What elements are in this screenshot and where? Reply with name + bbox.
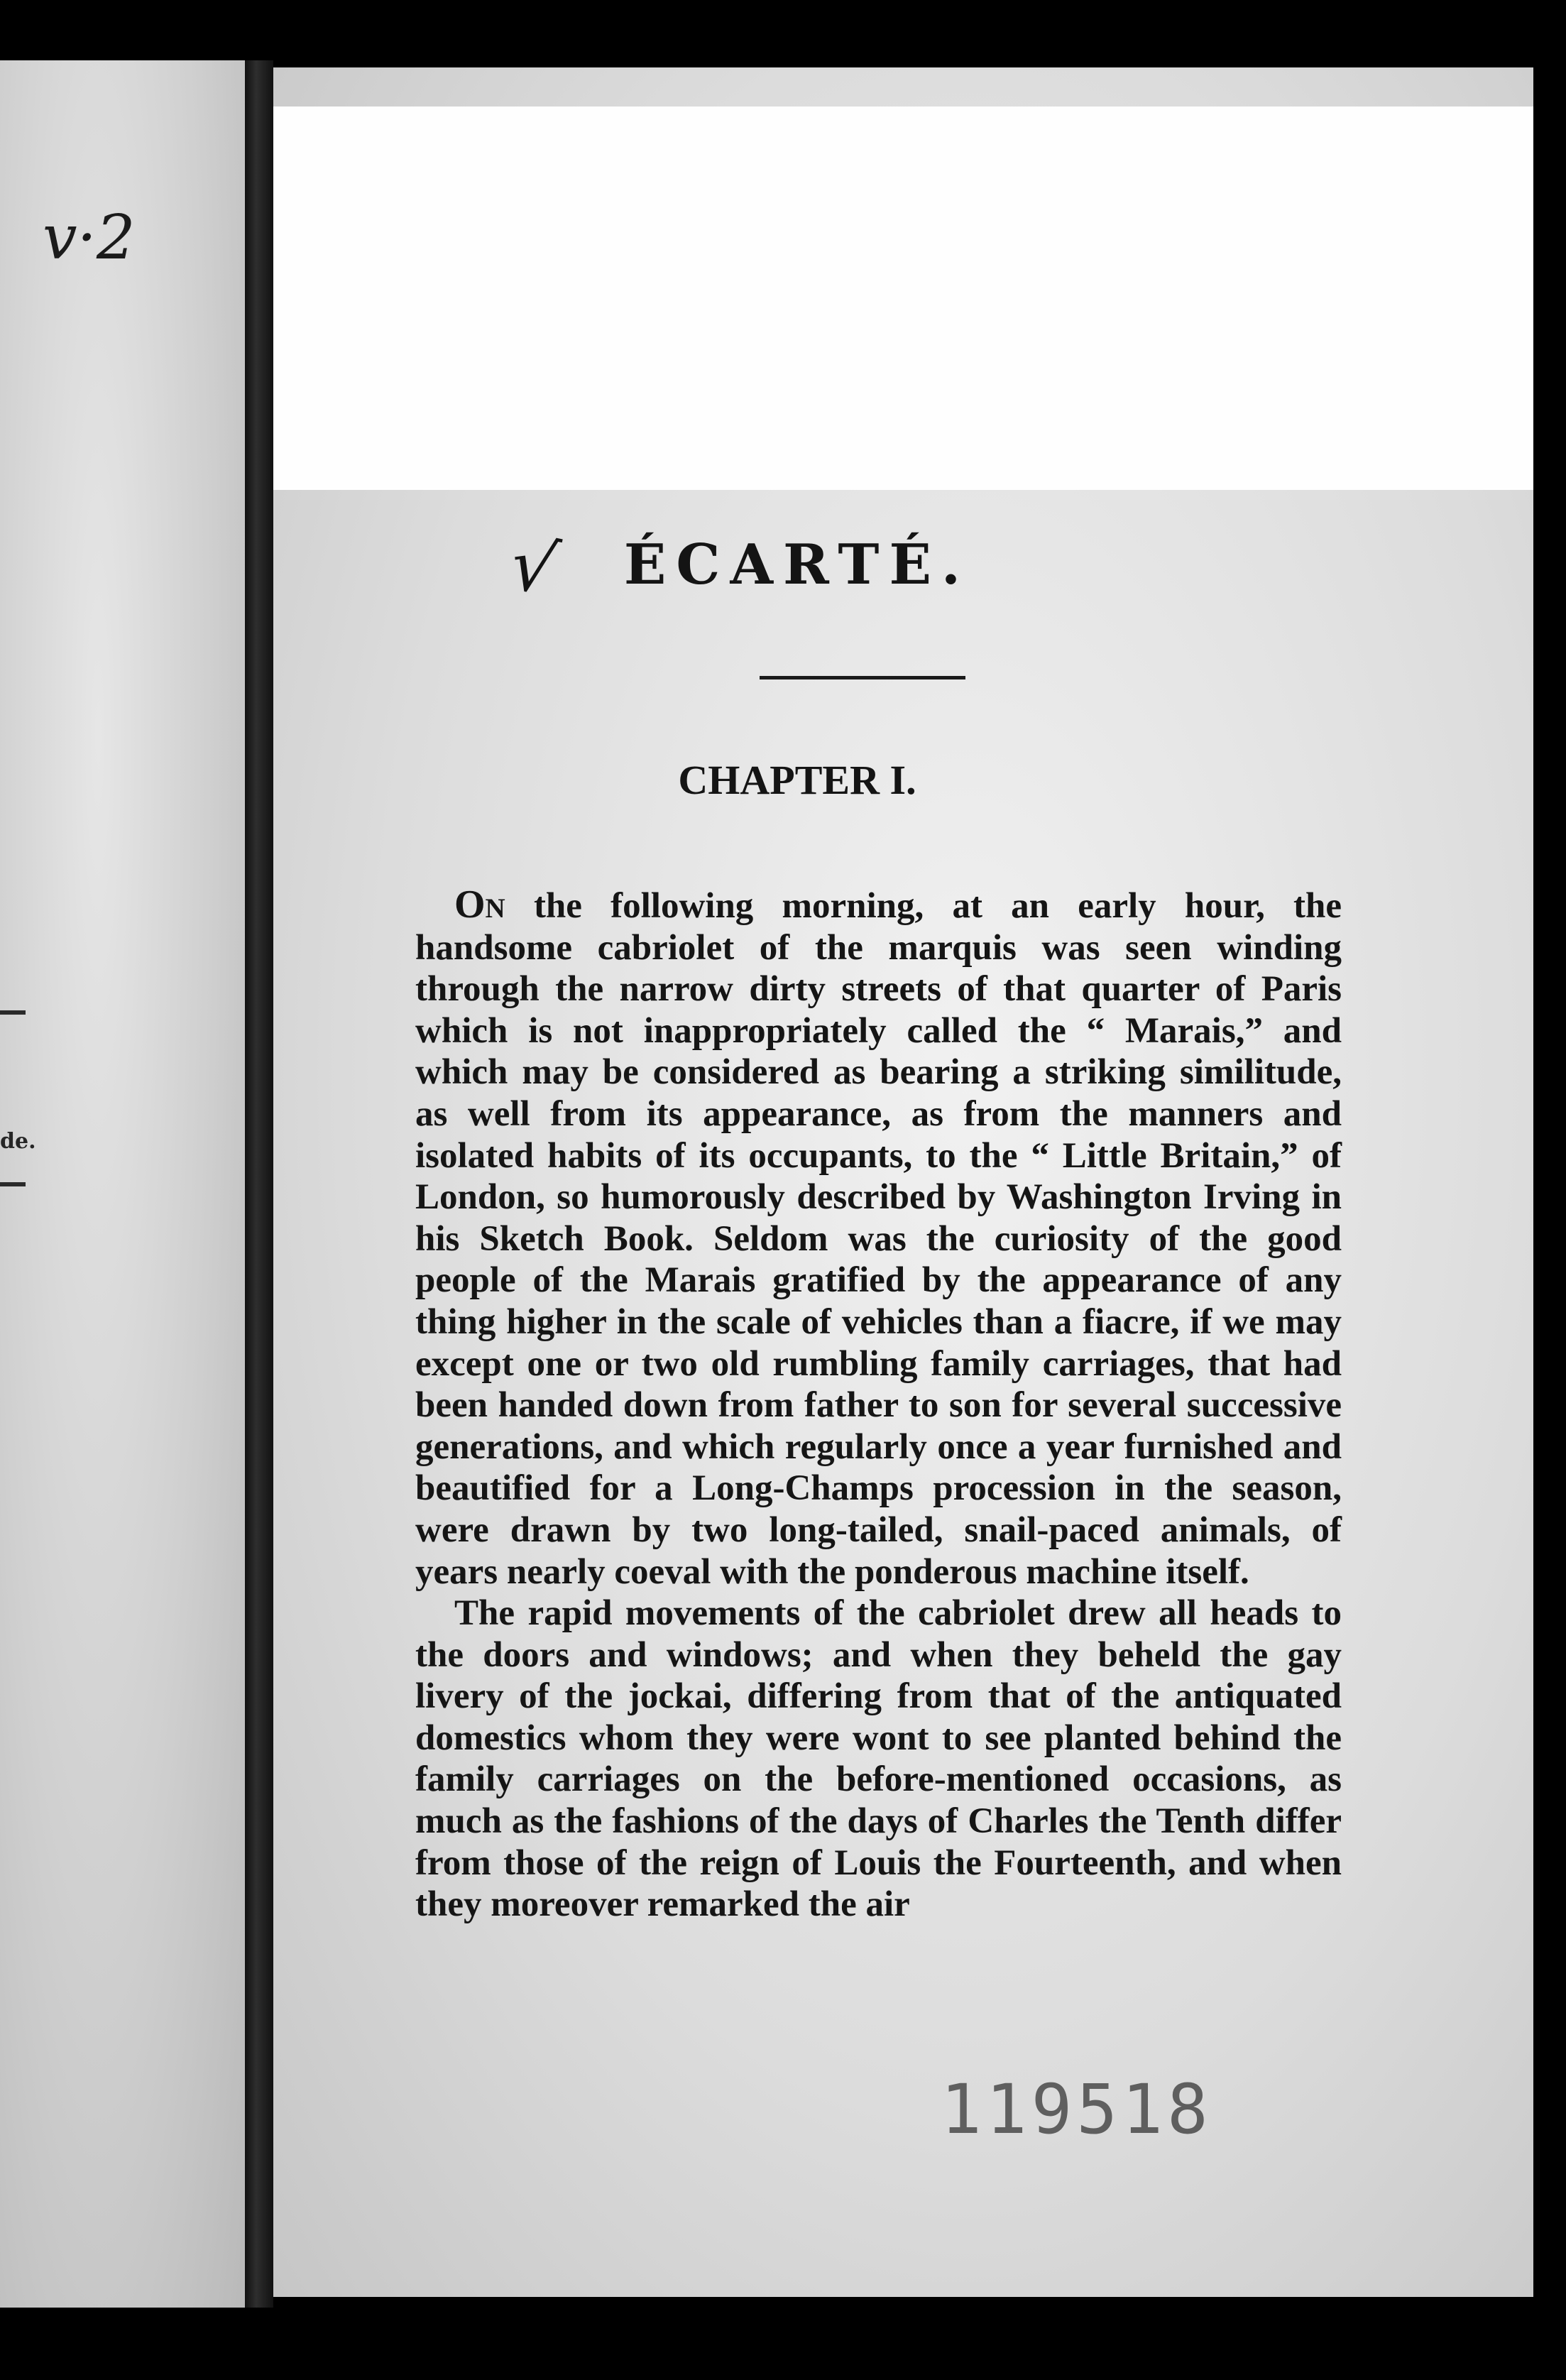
paragraph-1-dropcap: On — [454, 883, 505, 927]
paragraph-1-text: the following morning, at an early hour, the handsome cabriolet of the marquis was seen winding through the narrow dirty streets of that quarter of Paris which is not inappropriately called the “ Marais,” and which may be considered as bearing a striking similitude, as well from its appearance, as from the manners and isolated habits of its occupants, to the “ Little Britain,” of London, so humorously described by Washington Irving in his Sketch Book. Seldom was the curiosity of the good people of the Marais gratified by the appearance of any thing higher in the scale of vehicles than a fiacre, if we may except one or two old rumbling family carriages, that had been handed down from father to son for several successive generations, and which regularly once a year furnished and beautified for a Long-Champs procession in the season, were drawn by two long-tailed, snail-paced animals, of years nearly coeval with the ponderous machine itself. — [415, 886, 1342, 1592]
left-facing-page — [0, 60, 245, 2308]
left-page-rule — [0, 1010, 26, 1015]
chapter-heading: CHAPTER I. — [678, 757, 916, 803]
chapter-body-text — [415, 884, 1342, 1926]
paragraph-1 — [415, 884, 1342, 1593]
library-accession-stamp: 119518 — [941, 2070, 1212, 2149]
scan-edge-right — [1533, 0, 1566, 2380]
paragraph-2: The rapid movements of the cabriolet drew all heads to the doors and windows; and when they beheld the gay livery of the jockai, differing from that of the antiquated domestics whom they were wont to see planted behind the family carriages on the before-mentioned occasions, as much as the fashions of the days of Charles the Tenth differ from those of the reign of Louis the Fourteenth, and when they moreover remarked the air — [415, 1593, 1342, 1925]
title-divider-rule — [760, 676, 965, 679]
volume-annotation: v·2 — [43, 202, 136, 273]
pencil-check-mark: √ — [503, 521, 565, 613]
left-page-rule — [0, 1182, 26, 1186]
page-title: ÉCARTÉ. — [623, 533, 971, 597]
scan-edge-bottom — [0, 2308, 1566, 2380]
left-page-text-fragment: de. — [0, 1129, 36, 1154]
page-top-paper-overlay — [273, 107, 1566, 490]
book-binding-gutter — [245, 60, 273, 2308]
